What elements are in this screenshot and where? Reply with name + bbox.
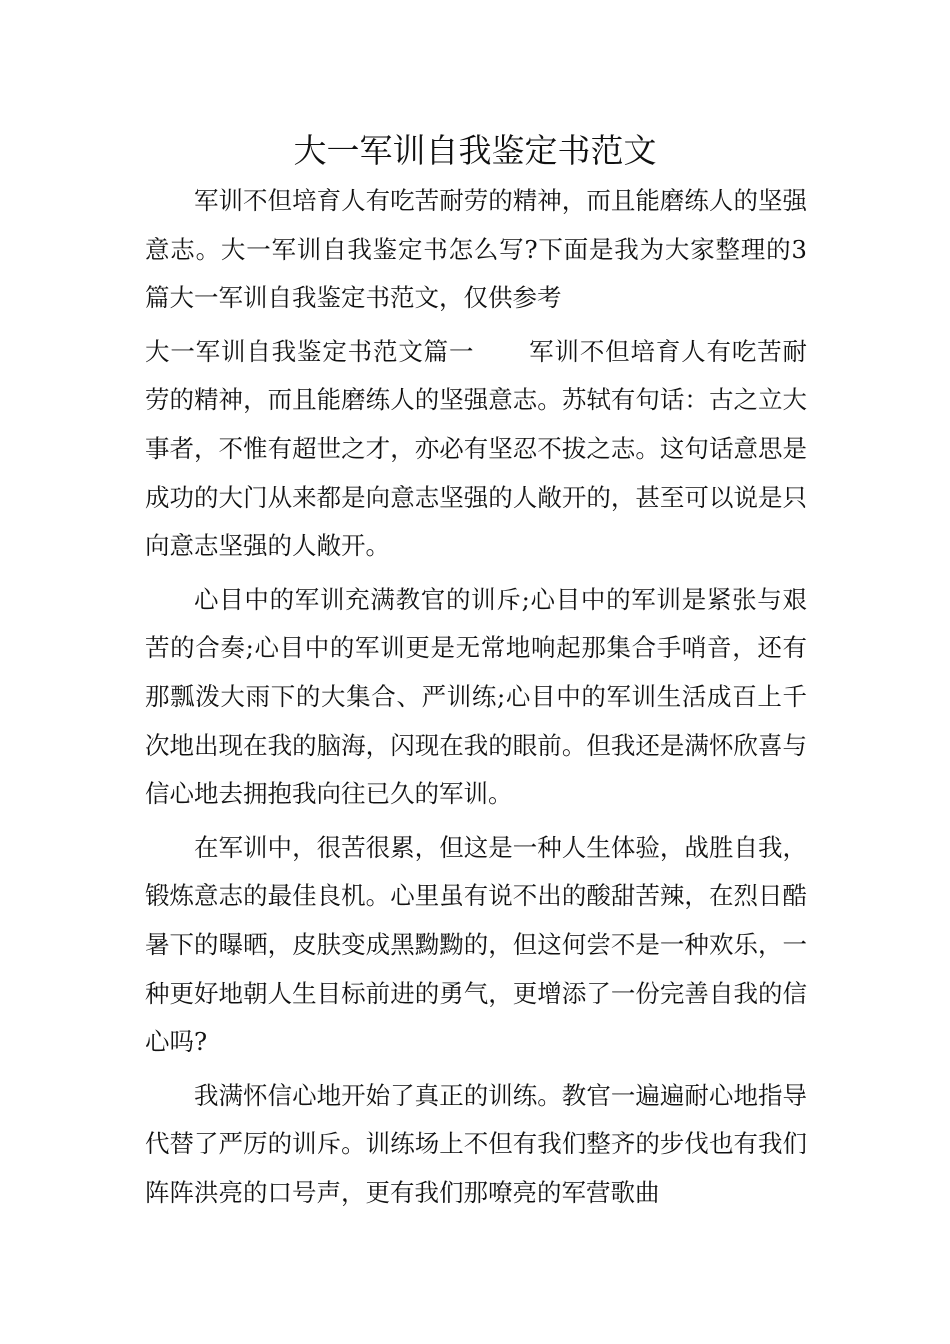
body-paragraph-1: 军训不但培育人有吃苦耐劳的精神，而且能磨练人的坚强意志。苏轼有句话：古之立大事者，不惟有超世之才，亦必有坚忍不拔之志。这句话意思是成功的大门从来都是向意志坚强的人敞开的，甚至可以说是只向意志坚强的人敞开。 [145, 336, 808, 561]
document-title: 大一军训自我鉴定书范文 [293, 131, 657, 170]
body-paragraph-3: 在军训中，很苦很累，但这是一种人生体验，战胜自我，锻炼意志的最佳良机。心里虽有说不出的酸甜苦辣，在烈日酷暑下的曝晒，皮肤变成黑黝黝的，但这何尝不是一种欢乐，一种更好地朝人生目标前进的勇气，更增添了一份完善自我的信心吗? [145, 832, 807, 1057]
section-heading: 大一军训自我鉴定书范文篇一 [145, 336, 475, 366]
body-paragraph-2: 心目中的军训充满教官的训斥;心目中的军训是紧张与艰苦的合奏;心目中的军训更是无常地响起那集合手哨音，还有那瓢泼大雨下的大集合、严训练;心目中的军训生活成百上千次地出现在我的脑海，闪现在我的眼前。但我还是满怀欣喜与信心地去拥抱我向往已久的军训。 [145, 584, 807, 809]
body-paragraph-4: 我满怀信心地开始了真正的训练。教官一遍遍耐心地指导代替了严厉的训斥。训练场上不但有我们整齐的步伐也有我们阵阵洪亮的口号声，更有我们那嘹亮的军营歌曲 [145, 1080, 807, 1207]
section-first-paragraph [145, 328, 807, 571]
document-body [145, 177, 807, 1222]
intro-paragraph: 军训不但培育人有吃苦耐劳的精神，而且能磨练人的坚强意志。大一军训自我鉴定书怎么写?下面是我为大家整理的3篇大一军训自我鉴定书范文，仅供参考 [145, 186, 807, 313]
